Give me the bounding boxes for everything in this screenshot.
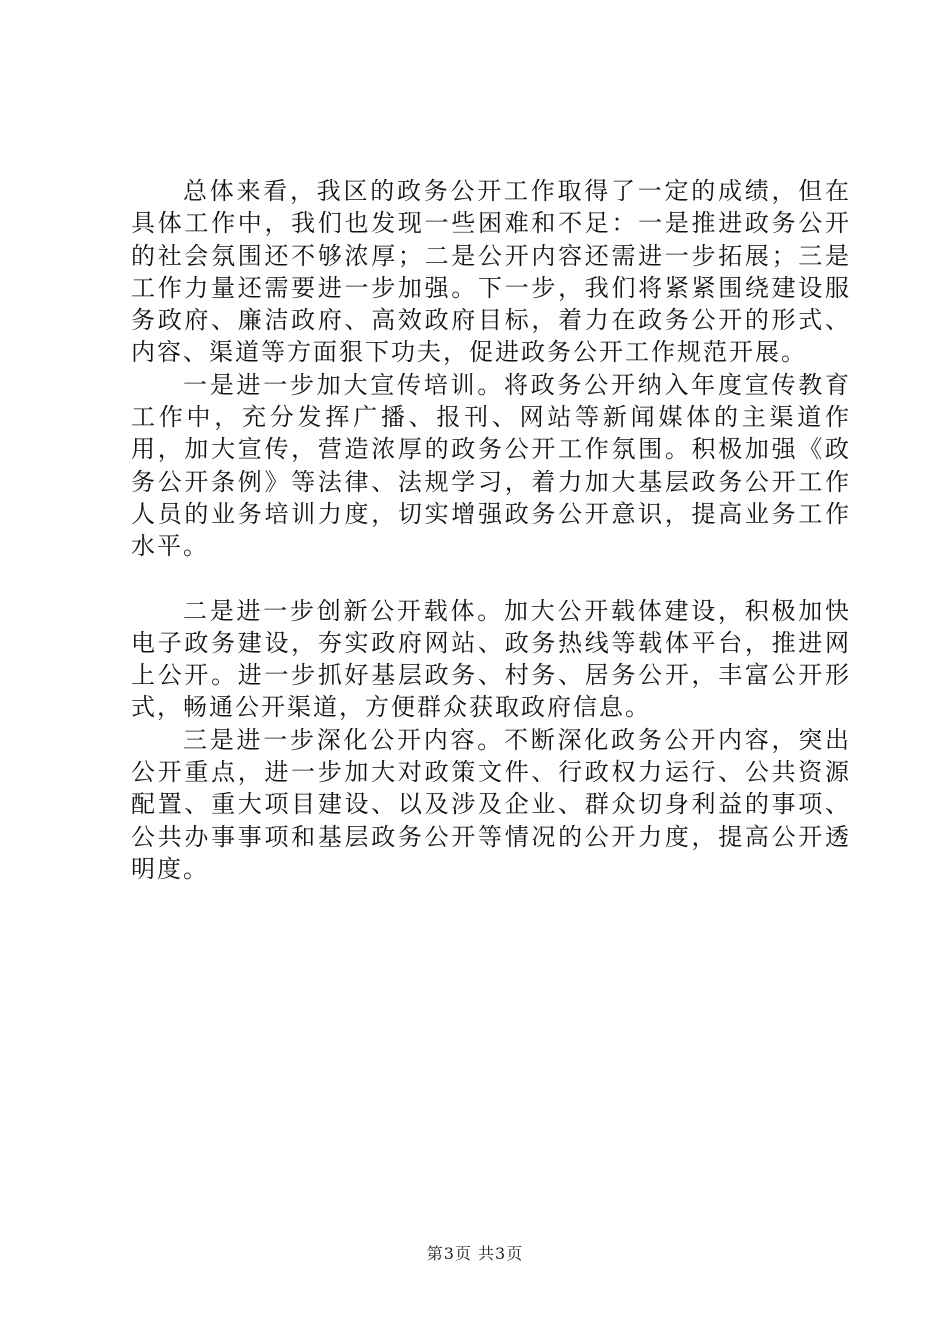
paragraph-innovation-carriers: 二是进一步创新公开载体。加大公开载体建设，积极加快电子政务建设，夯实政府网站、政务热线等载体平台，推进网上公开。进一步抓好基层政务、村务、居务公开，丰富公开形式，畅通公开渠道，方便群众获取政府信息。 (131, 596, 851, 722)
page-number-footer: 第3页 共3页 (426, 1244, 524, 1263)
paragraph-deepen-content: 三是进一步深化公开内容。不断深化政务公开内容，突出公开重点，进一步加大对政策文件、行政权力运行、公共资源配置、重大项目建设、以及涉及企业、群众切身利益的事项、公共办事事项和基层政务公开等情况的公开力度，提高公开透明度。 (131, 725, 851, 883)
document-body (131, 175, 851, 885)
paragraph-publicity-training: 一是进一步加大宣传培训。将政务公开纳入年度宣传教育工作中，充分发挥广播、报刊、网站等新闻媒体的主渠道作用，加大宣传，营造浓厚的政务公开工作氛围。积极加强《政务公开条例》等法律、法规学习，着力加大基层政务公开工作人员的业务培训力度，切实增强政务公开意识，提高业务工作水平。 (131, 370, 851, 561)
paragraph-summary: 总体来看，我区的政务公开工作取得了一定的成绩，但在具体工作中，我们也发现一些困难和不足：一是推进政务公开的社会氛围还不够浓厚；二是公开内容还需进一步拓展；三是工作力量还需要进一步加强。下一步，我们将紧紧围绕建设服务政府、廉洁政府、高效政府目标，着力在政务公开的形式、内容、渠道等方面狠下功夫，促进政务公开工作规范开展。 (131, 177, 851, 367)
